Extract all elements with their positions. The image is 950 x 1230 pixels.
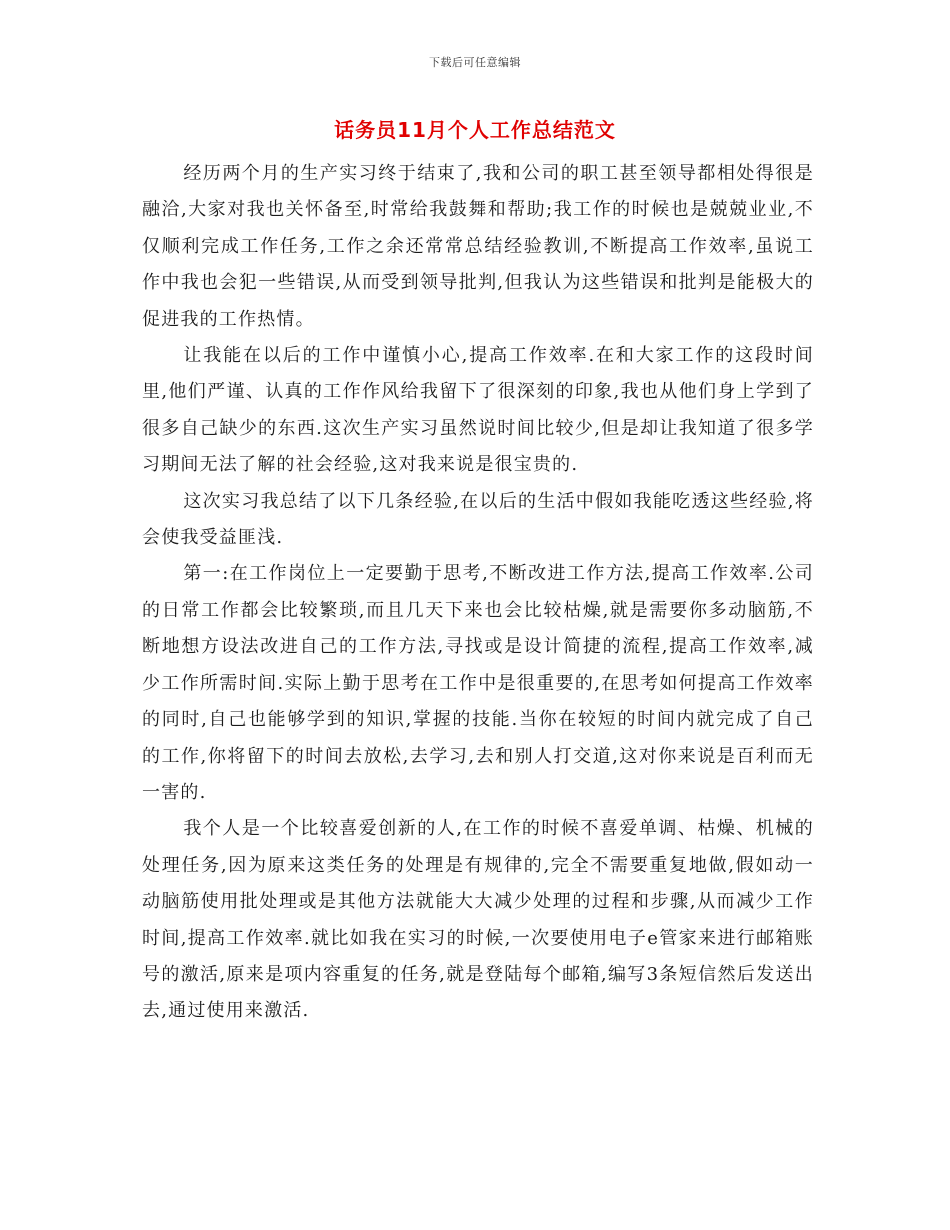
paragraph-3: 这次实习我总结了以下几条经验,在以后的生活中假如我能吃透这些经验,将会使我受益匪浅. [142, 490, 814, 549]
paragraph-2: 让我能在以后的工作中谨慎小心,提高工作效率.在和大家工作的这段时间里,他们严谨、认真的工作作风给我留下了很深刻的印象,我也从他们身上学到了很多自己缺少的东西.这次生产实习虽然说时间比较少,但是却让我知道了很多学习期间无法了解的社会经验,这对我来说是很宝贵的. [142, 345, 814, 476]
document-body [142, 156, 814, 1030]
paragraph-4: 第一:在工作岗位上一定要勤于思考,不断改进工作方法,提高工作效率.公司的日常工作都会比较繁琐,而且几天下来也会比较枯燥,就是需要你多动脑筋,不断地想方设法改进自己的工作方法,寻找或是设计简捷的流程,提高工作效率,减少工作所需时间.实际上勤于思考在工作中是很重要的,在思考如何提高工作效率的同时,自己也能够学到的知识,掌握的技能.当你在较短的时间内就完成了自己的工作,你将留下的时间去放松,去学习,去和别人打交道,这对你来说是百利而无一害的. [142, 563, 814, 803]
paragraph-1: 经历两个月的生产实习终于结束了,我和公司的职工甚至领导都相处得很是融洽,大家对我也关怀备至,时常给我鼓舞和帮助;我工作的时候也是兢兢业业,不仅顺利完成工作任务,工作之余还常常总结经验教训,不断提高工作效率,虽说工作中我也会犯一些错误,从而受到领导批判,但我认为这些错误和批判是能极大的促进我的工作热情。 [142, 163, 814, 330]
document-title: 话务员11月个人工作总结范文 [334, 118, 616, 142]
paragraph-5: 我个人是一个比较喜爱创新的人,在工作的时候不喜爱单调、枯燥、机械的处理任务,因为原来这类任务的处理是有规律的,完全不需要重复地做,假如动一动脑筋使用批处理或是其他方法就能大大减少处理的过程和步骤,从而减少工作时间,提高工作效率.就比如我在实习的时候,一次要使用电子e管家来进行邮箱账号的激活,原来是项内容重复的任务,就是登陆每个邮箱,编写3条短信然后发送出去,通过使用来激活. [142, 818, 814, 1022]
header-note: 下载后可任意编辑 [429, 56, 521, 69]
